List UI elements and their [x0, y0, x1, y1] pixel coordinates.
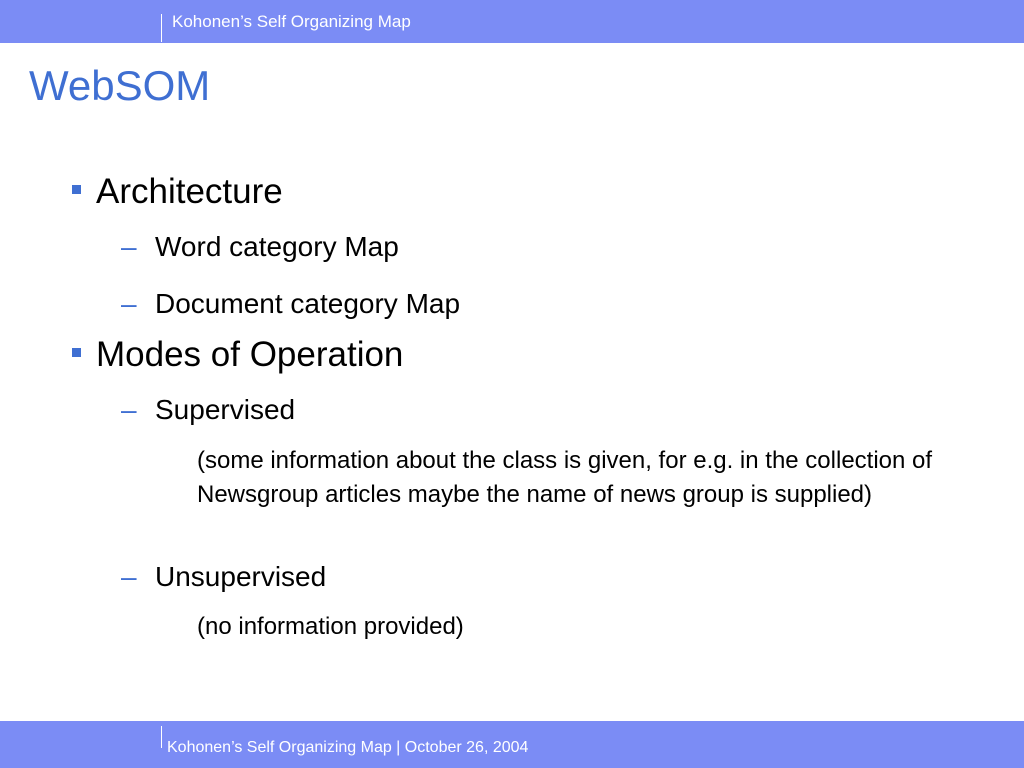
dash-bullet-icon: –: [121, 394, 137, 425]
sub-bullet-label: Document category Map: [155, 288, 461, 319]
unsupervised-note: (no information provided): [197, 613, 464, 640]
sub-bullet-label: Supervised: [155, 394, 296, 425]
sub-bullet-label: Unsupervised: [155, 561, 327, 592]
header-bar: [0, 0, 1024, 43]
sub-bullet-label: Word category Map: [155, 231, 399, 262]
square-bullet-icon: [72, 185, 81, 194]
header-divider: [161, 14, 162, 42]
square-bullet-icon: [72, 348, 81, 357]
slide-title: WebSOM: [29, 62, 211, 109]
bullet-label: Architecture: [96, 172, 283, 211]
bullet-label: Modes of Operation: [96, 335, 404, 374]
dash-bullet-icon: –: [121, 231, 137, 262]
header-title: Kohonen’s Self Organizing Map: [172, 12, 411, 31]
dash-bullet-icon: –: [121, 288, 137, 319]
footer-text: Kohonen’s Self Organizing Map | October 26, 2004: [167, 739, 529, 756]
supervised-note: (some information about the class is given, for e.g. in the collection of Newsgroup articles maybe the name of news group is supplied): [197, 447, 933, 508]
dash-bullet-icon: –: [121, 561, 137, 592]
footer-divider: [161, 726, 162, 748]
